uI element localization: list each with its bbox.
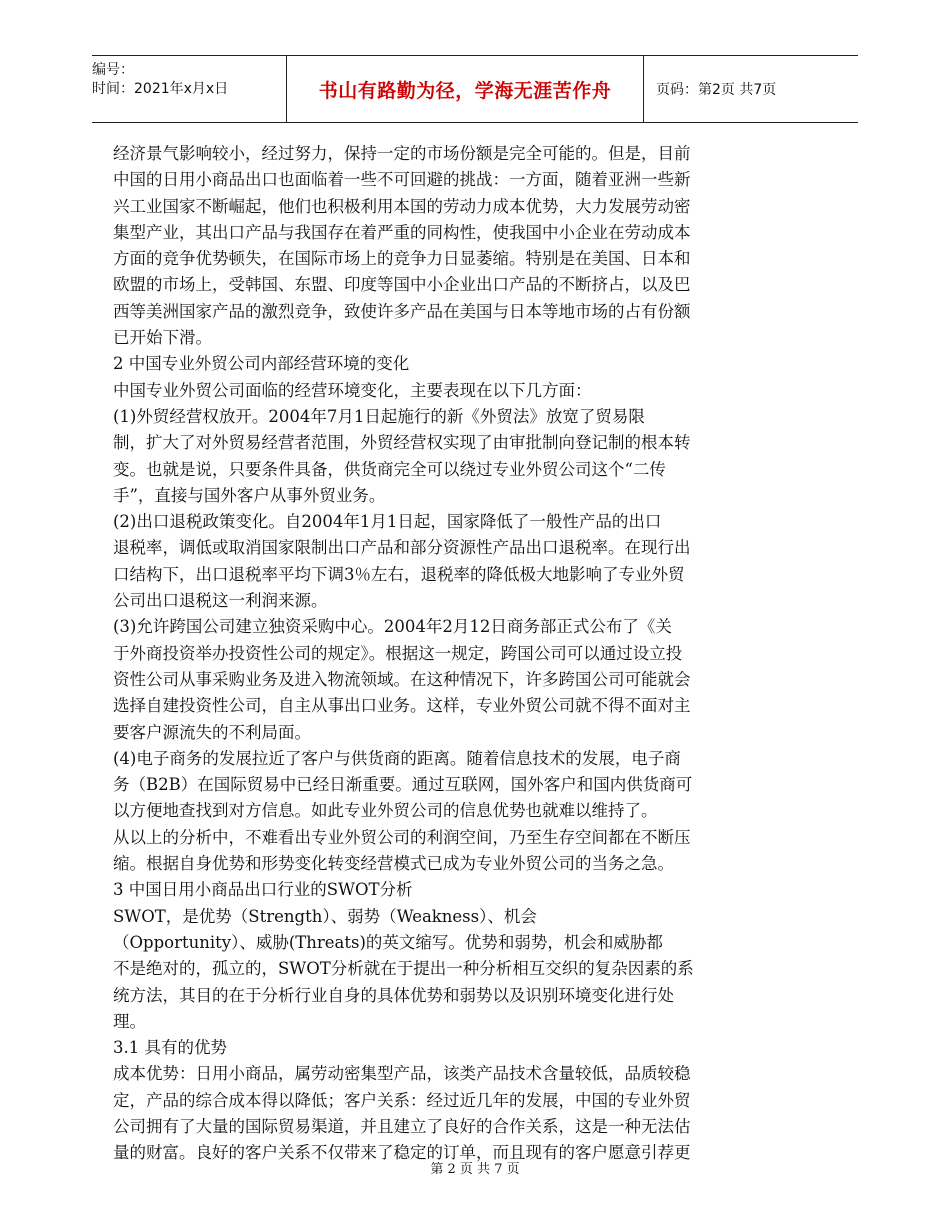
- body-line: 3.1 具有的优势: [113, 1038, 227, 1058]
- body-line: SWOT，是优势（Strength）、弱势（Weakness）、机会: [113, 906, 537, 926]
- body-line: 理。: [113, 1011, 146, 1031]
- body-line: 退税率，调低或取消国家限制出口产品和部分资源性产品出口退税率。在现行出: [113, 538, 691, 558]
- body-line: 口结构下，出口退税率平均下调3％左右，退税率的降低极大地影响了专业外贸: [113, 564, 685, 584]
- document-body: [113, 141, 773, 1167]
- body-line: 于外商投资举办投资性公司的规定》。根据这一规定，跨国公司可以通过设立投: [113, 643, 683, 663]
- body-line: (2)出口退税政策变化。自2004年1月1日起，国家降低了一般性产品的出口: [113, 512, 662, 532]
- body-line: 要客户源流失的不利局面。: [113, 722, 311, 742]
- body-line: 方面的竞争优势顿失，在国际市场上的竞争力日显萎缩。特别是在美国、日本和: [113, 249, 691, 269]
- body-line: 集型产业，其出口产品与我国存在着严重的同构性，使我国中小企业在劳动成本: [113, 222, 691, 242]
- page-header: [92, 55, 858, 123]
- body-line: 中国专业外贸公司面临的经营环境变化，主要表现在以下几方面：: [113, 380, 592, 400]
- body-line: 经济景气影响较小，经过努力，保持一定的市场份额是完全可能的。但是，目前: [113, 144, 691, 163]
- body-line: (3)允许跨国公司建立独资采购中心。2004年2月12日商务部正式公布了《关: [113, 617, 672, 637]
- body-line: 从以上的分析中，不难看出专业外贸公司的利润空间，乃至生存空间都在不断压: [113, 827, 691, 847]
- body-line: 量的财富。良好的客户关系不仅带来了稳定的订单，而且现有的客户愿意引荐更: [113, 1143, 691, 1163]
- body-line: 缩。根据自身优势和形势变化转变经营模式已成为专业外贸公司的当务之急。: [113, 854, 674, 874]
- body-line: 统方法，其目的在于分析行业自身的具体优势和弱势以及识别环境变化进行处: [113, 985, 674, 1005]
- page-footer: 第 2 页 共 7 页: [430, 1162, 520, 1177]
- body-line: 西等美洲国家产品的激烈竞争，致使许多产品在美国与日本等地市场的占有份额: [113, 301, 691, 321]
- body-line: 成本优势：日用小商品，属劳动密集型产品，该类产品技术含量较低，品质较稳: [113, 1064, 691, 1084]
- body-line: 手”，直接与国外客户从事外贸业务。: [113, 485, 386, 505]
- body-line: 制，扩大了对外贸易经营者范围，外贸经营权实现了由审批制向登记制的根本转: [113, 433, 691, 453]
- body-line: (1)外贸经营权放开。2004年7月1日起施行的新《外贸法》放宽了贸易限: [113, 406, 645, 426]
- document-number-label: 编号：: [92, 62, 134, 78]
- body-line: 变。也就是说，只要条件具备，供货商完全可以绕过专业外贸公司这个“二传: [113, 459, 666, 479]
- document-time: 时间：2021年x月x日: [92, 81, 229, 97]
- body-line: 3 中国日用小商品出口行业的SWOT分析: [113, 880, 413, 900]
- body-line: 选择自建投资性公司，自主从事出口业务。这样，专业外贸公司就不得不面对主: [113, 696, 691, 716]
- body-line: 中国的日用小商品出口也面临着一些不可回避的挑战：一方面，随着亚洲一些新: [113, 170, 691, 190]
- body-line: （Opportunity）、威胁(Threats)的英文缩写。优势和弱势，机会和威胁都: [113, 932, 663, 952]
- body-line: (4)电子商务的发展拉近了客户与供货商的距离。随着信息技术的发展，电子商: [113, 748, 681, 768]
- body-line: 已开始下滑。: [113, 328, 212, 348]
- header-meta: [92, 56, 284, 127]
- header-page-info: 页码：第2页 共7页: [656, 82, 777, 98]
- body-line: 欧盟的市场上，受韩国、东盟、印度等国中小企业出口产品的不断挤占，以及巴: [113, 275, 691, 295]
- body-line: 兴工业国家不断崛起，他们也积极利用本国的劳动力成本优势，大力发展劳动密: [113, 196, 691, 216]
- body-line: 定，产品的综合成本得以降低；客户关系：经过近几年的发展，中国的专业外贸: [113, 1090, 691, 1110]
- body-line: 资性公司从事采购业务及进入物流领域。在这种情况下，许多跨国公司可能就会: [113, 669, 691, 689]
- body-line: 务（B2B）在国际贸易中已经日渐重要。通过互联网，国外客户和国内供货商可: [113, 775, 693, 795]
- header-motto: 书山有路勤为径，学海无涯苦作舟: [286, 56, 644, 122]
- body-line: 以方便地查找到对方信息。如此专业外贸公司的信息优势也就难以维持了。: [113, 801, 658, 821]
- body-line: 公司出口退税这一利润来源。: [113, 591, 328, 611]
- body-line: 不是绝对的，孤立的，SWOT分析就在于提出一种分析相互交织的复杂因素的系: [113, 959, 694, 979]
- body-line: 公司拥有了大量的国际贸易渠道，并且建立了良好的合作关系，这是一种无法估: [113, 1116, 691, 1136]
- body-line: 2 中国专业外贸公司内部经营环境的变化: [113, 354, 410, 374]
